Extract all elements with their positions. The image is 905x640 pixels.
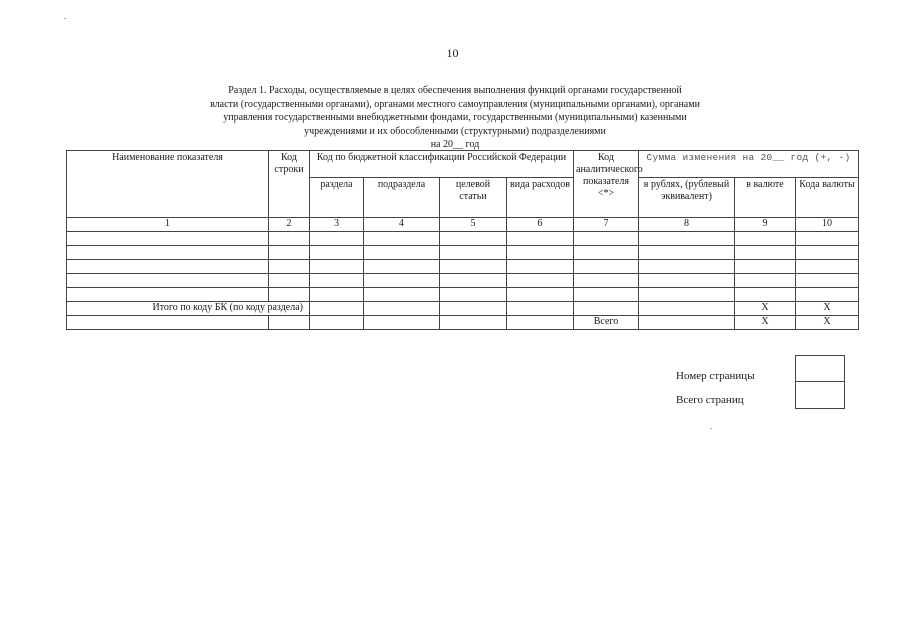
- table-cell[interactable]: [796, 288, 859, 302]
- table-cell[interactable]: [639, 232, 735, 246]
- table-cell[interactable]: [440, 260, 507, 274]
- table-cell[interactable]: [310, 274, 364, 288]
- section-title-line: управления государственными внебюджетными фондами, государственными (муниципальными) казенными: [223, 112, 687, 123]
- x-mark: X: [796, 302, 859, 316]
- header-analytic-code: Код аналитического показателя <*>: [574, 151, 639, 218]
- table-cell[interactable]: [796, 246, 859, 260]
- column-number: 6: [507, 218, 574, 232]
- page-counter-labels: [676, 364, 755, 412]
- table-cell[interactable]: [735, 246, 796, 260]
- table-cell[interactable]: [67, 246, 269, 260]
- column-number: 10: [796, 218, 859, 232]
- header-section: раздела: [310, 178, 364, 218]
- year-line: на 20__ год: [430, 139, 480, 150]
- table-cell[interactable]: [735, 274, 796, 288]
- table-cell[interactable]: [639, 274, 735, 288]
- table-cell[interactable]: [574, 260, 639, 274]
- table-cell[interactable]: [796, 260, 859, 274]
- grand-total-label: Всего: [574, 316, 639, 330]
- column-numbers-row: [67, 218, 859, 232]
- table-cell[interactable]: [269, 288, 310, 302]
- table-cell[interactable]: [67, 288, 269, 302]
- page-number-label: Номер страницы: [676, 370, 755, 382]
- table-cell[interactable]: [364, 302, 440, 316]
- table-cell[interactable]: [574, 288, 639, 302]
- table-cell[interactable]: [735, 232, 796, 246]
- table-cell[interactable]: [67, 274, 269, 288]
- column-number: 4: [364, 218, 440, 232]
- table-cell[interactable]: [310, 288, 364, 302]
- table-cell[interactable]: [507, 232, 574, 246]
- table-cell[interactable]: [440, 246, 507, 260]
- scan-speck: [64, 18, 66, 19]
- table-cell[interactable]: [67, 260, 269, 274]
- table-cell[interactable]: [574, 302, 639, 316]
- section-title-line: учреждениями и их обособленными (структурными) подразделениями: [304, 125, 606, 137]
- table-cell[interactable]: [364, 260, 440, 274]
- table-row: [67, 274, 859, 288]
- header-expense-type: вида расходов: [507, 178, 574, 218]
- table-cell[interactable]: [735, 260, 796, 274]
- column-number: 5: [440, 218, 507, 232]
- table-cell[interactable]: [735, 288, 796, 302]
- table-cell[interactable]: [796, 274, 859, 288]
- section-title-line: власти (государственными органами), органами местного самоуправления (муниципальными органами), органами: [210, 98, 700, 110]
- table-cell[interactable]: [310, 302, 364, 316]
- table-cell[interactable]: [507, 288, 574, 302]
- table-cell[interactable]: [67, 232, 269, 246]
- table-row: [67, 232, 859, 246]
- header-currency: в валюте: [735, 178, 796, 218]
- table-cell[interactable]: [310, 316, 364, 330]
- x-mark: X: [735, 302, 796, 316]
- column-number: 7: [574, 218, 639, 232]
- table-cell[interactable]: [364, 288, 440, 302]
- x-mark: X: [796, 316, 859, 330]
- table-cell[interactable]: [507, 260, 574, 274]
- column-number: 8: [639, 218, 735, 232]
- table-cell[interactable]: [364, 274, 440, 288]
- table-cell[interactable]: [574, 246, 639, 260]
- header-bk-code: Код по бюджетной классификации Российской Федерации: [310, 151, 574, 178]
- table-cell[interactable]: [269, 246, 310, 260]
- table-cell[interactable]: [440, 302, 507, 316]
- grand-total-row: [67, 316, 859, 330]
- header-row-code: Код строки: [269, 151, 310, 218]
- table-cell[interactable]: [269, 260, 310, 274]
- column-number: 9: [735, 218, 796, 232]
- scan-speck: [710, 428, 712, 429]
- page-number: 10: [446, 46, 459, 60]
- column-number: 2: [269, 218, 310, 232]
- table-cell[interactable]: [440, 274, 507, 288]
- table-cell[interactable]: [639, 260, 735, 274]
- table-cell[interactable]: [269, 232, 310, 246]
- expenses-table: [66, 150, 859, 330]
- table-cell[interactable]: [639, 288, 735, 302]
- table-cell[interactable]: [507, 274, 574, 288]
- table-cell[interactable]: [269, 274, 310, 288]
- header-target: целевой статьи: [440, 178, 507, 218]
- table-cell[interactable]: [440, 288, 507, 302]
- table-cell[interactable]: [574, 232, 639, 246]
- header-subsection: подраздела: [364, 178, 440, 218]
- table-cell[interactable]: [364, 232, 440, 246]
- header-rubles: в рублях, (рублевый эквивалент): [639, 178, 735, 218]
- table-cell[interactable]: [796, 232, 859, 246]
- total-by-section-row: [67, 302, 859, 316]
- table-cell[interactable]: [269, 316, 310, 330]
- table-cell[interactable]: [67, 316, 269, 330]
- x-mark: X: [735, 316, 796, 330]
- table-cell[interactable]: [364, 246, 440, 260]
- table-row: [67, 260, 859, 274]
- section-title-line: Раздел 1. Расходы, осуществляемые в целях обеспечения выполнения функций органами государственной: [228, 85, 682, 96]
- total-pages-label: Всего страниц: [676, 394, 744, 406]
- table-cell[interactable]: [639, 246, 735, 260]
- column-number: 3: [310, 218, 364, 232]
- table-cell[interactable]: [507, 316, 574, 330]
- table-cell[interactable]: [440, 232, 507, 246]
- total-by-section-label: Итого по коду БК (по коду раздела): [67, 302, 310, 316]
- table-cell[interactable]: [364, 316, 440, 330]
- table-cell[interactable]: [310, 232, 364, 246]
- table-row: [67, 246, 859, 260]
- table-cell[interactable]: [507, 302, 574, 316]
- table-cell[interactable]: [310, 260, 364, 274]
- page-counter-box: [795, 355, 845, 409]
- page-number-field[interactable]: [796, 356, 844, 382]
- header-change-amount: Сумма изменения на 20__ год (+, -): [639, 151, 859, 178]
- table-cell[interactable]: [440, 316, 507, 330]
- column-number: 1: [67, 218, 269, 232]
- table-cell[interactable]: [574, 274, 639, 288]
- table-cell[interactable]: [310, 246, 364, 260]
- header-currency-code: Кода валюты: [796, 178, 859, 218]
- table-cell[interactable]: [639, 302, 735, 316]
- table-cell[interactable]: [507, 246, 574, 260]
- section-title: [160, 84, 750, 152]
- table-cell[interactable]: [639, 316, 735, 330]
- table-row: [67, 288, 859, 302]
- header-name: Наименование показателя: [67, 151, 269, 218]
